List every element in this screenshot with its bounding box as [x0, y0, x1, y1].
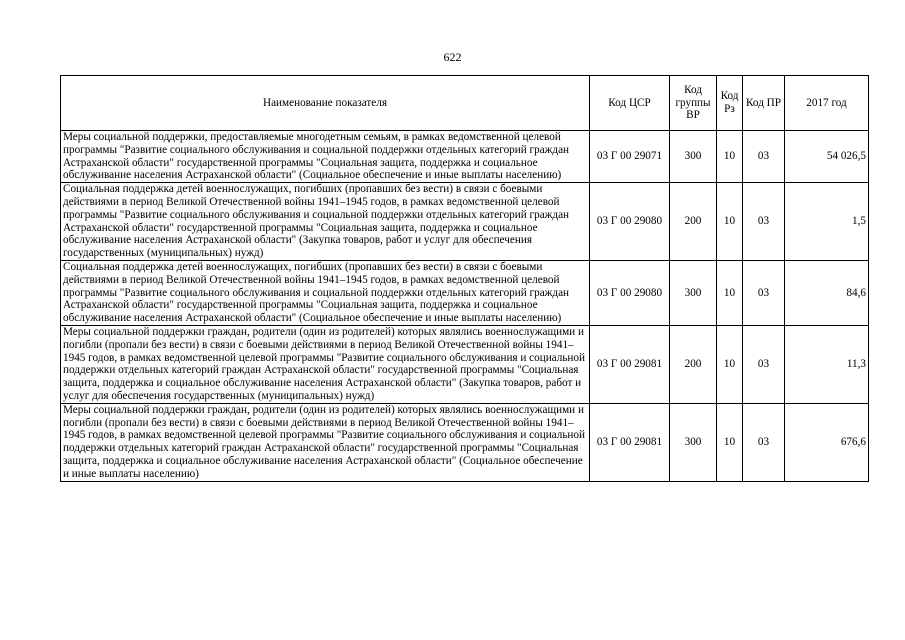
- row-description: Социальная поддержка детей военнослужащих, погибших (пропавших без вести) в связи с боевыми действиями в период Великой Отечественной войны 1941–1945 годов, в рамках ведомственной целевой программы "Развитие социального обслуживания и социальной поддержки отдельных категорий граждан Астраханской области" государственной программы "Социальная защита, поддержка и социальное обслуживание населения Астраханской области" (Закупка товаров, работ и услуг для обеспечения государственных (муниципальных) нужд): [61, 183, 590, 261]
- row-csr-code: 03 Г 00 29081: [590, 403, 670, 481]
- row-rz-code: 10: [717, 325, 743, 403]
- row-description: Социальная поддержка детей военнослужащих, погибших (пропавших без вести) в связи с боевыми действиями в период Великой Отечественной войны 1941–1945 годов, в рамках ведомственной целевой программы "Развитие социального обслуживания и социальной поддержки отдельных категорий граждан Астраханской области" государственной программы "Социальная защита, поддержка и социальное обслуживание населения Астраханской области" (Социальное обеспечение и иные выплаты населению): [61, 260, 590, 325]
- header-vr: Код группы ВР: [670, 76, 717, 131]
- row-description: Меры социальной поддержки граждан, родители (один из родителей) которых являлись военнослужащими и погибли (пропали без вести) в связи с боевыми действиями в период Великой Отечественной войны 1941–1945 годов, в рамках ведомственной целевой программы "Развитие социального обслуживания и социальной поддержки отдельных категорий граждан Астраханской области" государственной программы "Социальная защита, поддержка и социальное обслуживание населения Астраханской области" (Закупка товаров, работ и услуг для обеспечения государственных (муниципальных) нужд): [61, 325, 590, 403]
- row-csr-code: 03 Г 00 29080: [590, 260, 670, 325]
- header-pr: Код ПР: [743, 76, 785, 131]
- row-rz-code: 10: [717, 183, 743, 261]
- row-pr-code: 03: [743, 260, 785, 325]
- row-amount: 11,3: [785, 325, 869, 403]
- header-csr: Код ЦСР: [590, 76, 670, 131]
- table-row: [61, 325, 869, 403]
- row-pr-code: 03: [743, 403, 785, 481]
- row-rz-code: 10: [717, 131, 743, 183]
- row-csr-code: 03 Г 00 29071: [590, 131, 670, 183]
- row-csr-code: 03 Г 00 29081: [590, 325, 670, 403]
- row-vr-code: 200: [670, 325, 717, 403]
- row-vr-code: 300: [670, 403, 717, 481]
- row-vr-code: 200: [670, 183, 717, 261]
- row-pr-code: 03: [743, 183, 785, 261]
- table-header-row: [61, 76, 869, 131]
- row-vr-code: 300: [670, 131, 717, 183]
- row-csr-code: 03 Г 00 29080: [590, 183, 670, 261]
- table-row: [61, 131, 869, 183]
- row-vr-code: 300: [670, 260, 717, 325]
- table-row: [61, 183, 869, 261]
- table-row: [61, 403, 869, 481]
- header-rz: Код Рз: [717, 76, 743, 131]
- row-amount: 1,5: [785, 183, 869, 261]
- row-description: Меры социальной поддержки, предоставляемые многодетным семьям, в рамках ведомственной целевой программы "Развитие социального обслуживания и социальной поддержки отдельных категорий граждан Астраханской области" государственной программы "Социальная защита, поддержка и социальное обслуживание населения Астраханской области" (Социальное обеспечение и иные выплаты населению): [61, 131, 590, 183]
- page-number: 622: [443, 50, 462, 64]
- row-description: Меры социальной поддержки граждан, родители (один из родителей) которых являлись военнослужащими и погибли (пропали без вести) в связи с боевыми действиями в период Великой Отечественной войны 1941–1945 годов, в рамках ведомственной целевой программы "Развитие социального обслуживания и социальной поддержки отдельных категорий граждан Астраханской области" государственной программы "Социальная защита, поддержка и социальное обслуживание населения Астраханской области" (Социальное обеспечение и иные выплаты населению): [61, 403, 590, 481]
- row-amount: 84,6: [785, 260, 869, 325]
- row-rz-code: 10: [717, 403, 743, 481]
- header-year: 2017 год: [785, 76, 869, 131]
- row-amount: 676,6: [785, 403, 869, 481]
- row-rz-code: 10: [717, 260, 743, 325]
- table-row: [61, 260, 869, 325]
- row-pr-code: 03: [743, 131, 785, 183]
- header-name: Наименование показателя: [61, 76, 590, 131]
- budget-table: [60, 75, 869, 482]
- row-amount: 54 026,5: [785, 131, 869, 183]
- row-pr-code: 03: [743, 325, 785, 403]
